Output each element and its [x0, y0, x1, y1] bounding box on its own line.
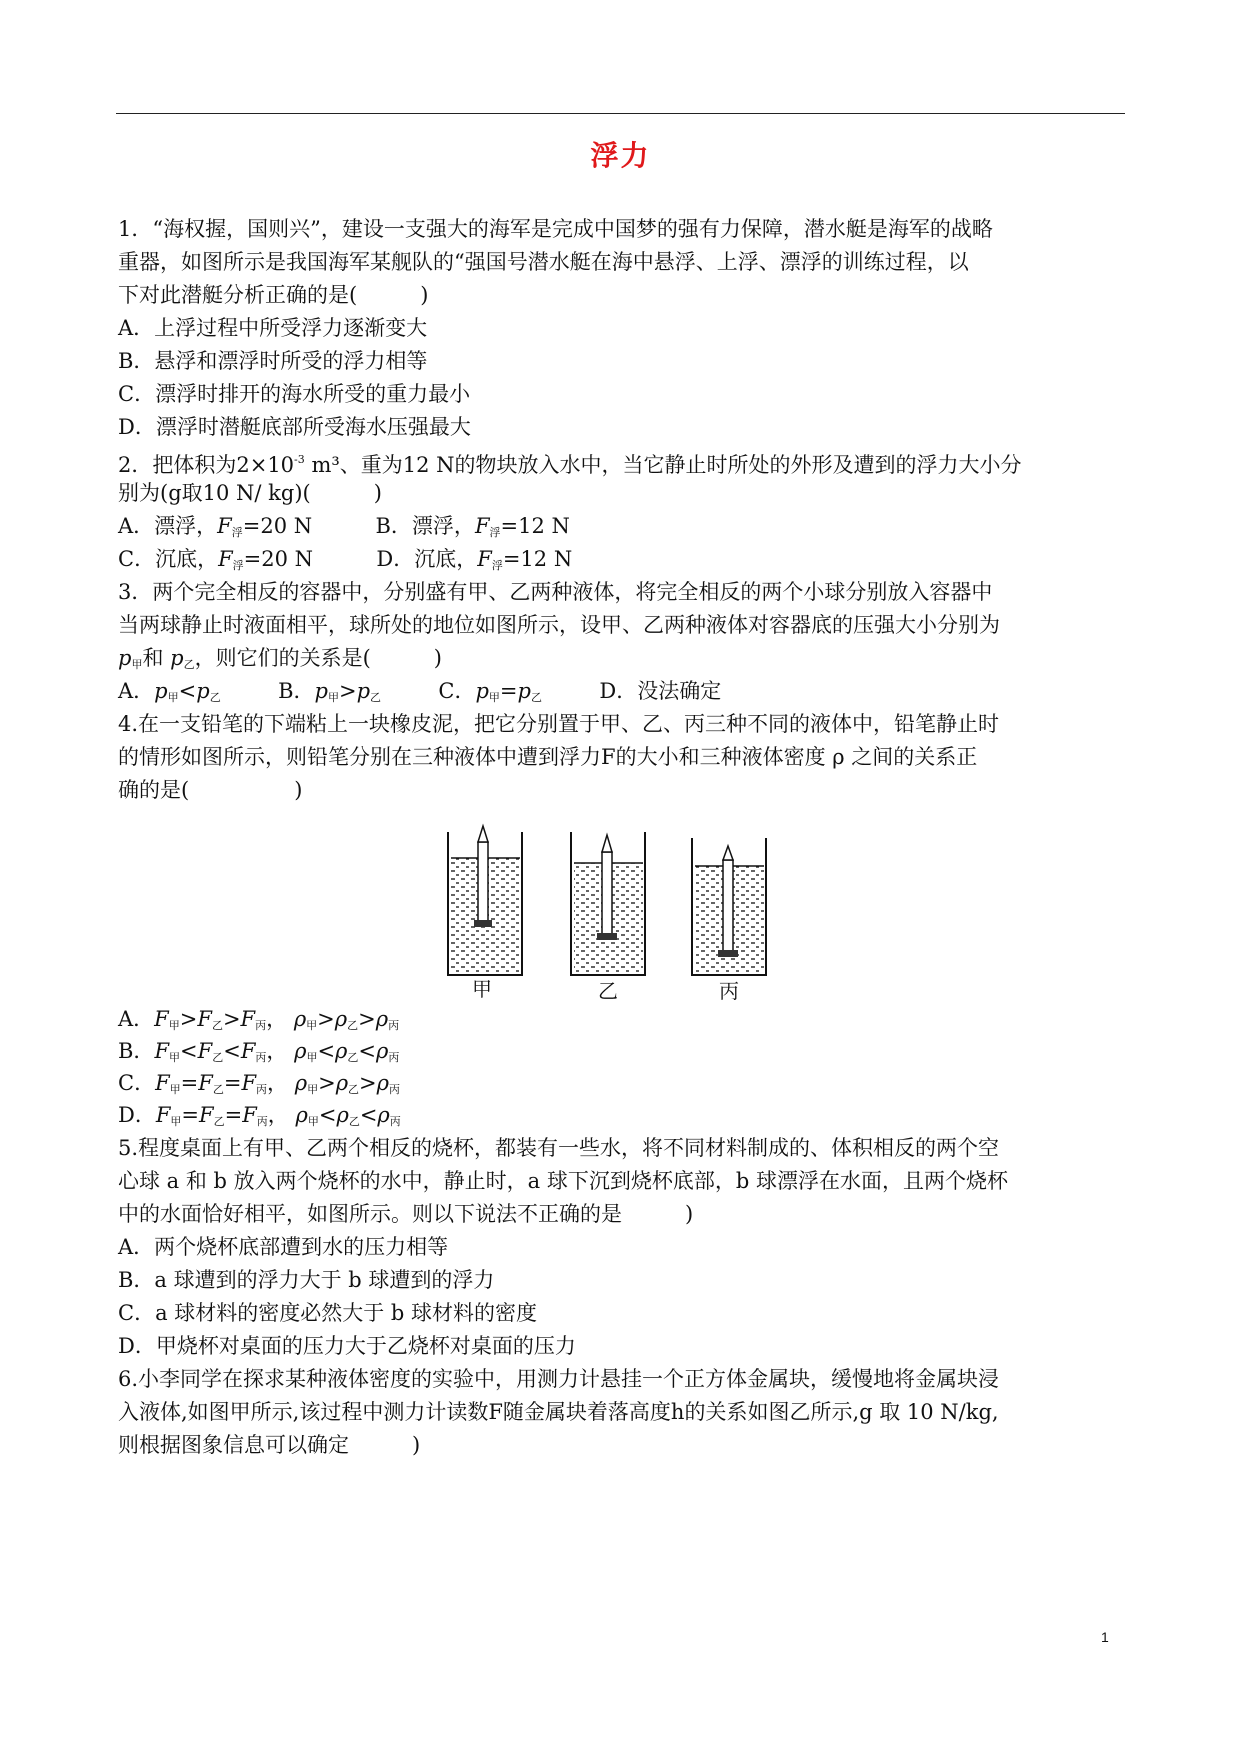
q2-line2: 别为(g取10 N/ kg)( ) — [118, 481, 382, 505]
q6-line3: 则根据图象信息可以确定 ) — [118, 1433, 421, 1457]
q3-options: A．$p_甲<p_乙$ B．$p_甲>p_乙$ C．$p_甲=p_乙$ D．没法确定 — [118, 679, 722, 704]
q1-line2: 重器，如图所示是我国海军某舰队的“强国号潜水艇在海中悬浮、上浮、漂浮的训练过程，以 — [118, 250, 969, 274]
pencil-beakers-figure — [430, 820, 810, 1000]
q1-option-b: B．悬浮和漂浮时所受的浮力相等 — [118, 349, 428, 373]
fig-label-bing: 丙 — [719, 979, 739, 1000]
q2-options-ab: A．漂浮，$F_浮=20$ N B．漂浮，$F_浮=12$ N — [118, 514, 570, 539]
fig-label-yi: 乙 — [598, 979, 618, 1000]
page-number: 1 — [1101, 1629, 1109, 1645]
q1-line3: 下对此潜艇分析正确的是( ) — [118, 283, 429, 307]
q5-line3: 中的水面恰好相平，如图所示。则以下说法不正确的是 ) — [118, 1202, 694, 1226]
q5-line1: 5.程度桌面上有甲、乙两个相反的烧杯，都装有一些水，将不同材料制成的、体积相反的两个空 — [118, 1136, 1000, 1160]
q4-option-a: A．$F_甲>F_乙>F_丙$， $\rho_甲>\rho_乙>\rho_丙$ — [118, 1007, 400, 1032]
q6-line2: 入液体,如图甲所示,该过程中测力计读数F随金属块着落高度h的关系如图乙所示,g 取 10 N/kg, — [118, 1400, 999, 1424]
q4-option-b: B．$F_甲<F_乙<F_丙$， $\rho_甲<\rho_乙<\rho_丙$ — [118, 1039, 400, 1064]
fig-label-jia: 甲 — [472, 977, 492, 1000]
q1-line1: 1．“海权握，国则兴”，建设一支强大的海军是完成中国梦的强有力保障，潜水艇是海军的战略 — [118, 217, 993, 241]
page-title: 浮力 — [590, 139, 651, 172]
q4-line2: 的情形如图所示，则铅笔分别在三种液体中遭到浮力F的大小和三种液体密度 ρ 之间的关系正 — [118, 745, 978, 769]
q3-line3: $p_甲$和 $p_乙$，则它们的关系是( ) — [118, 646, 442, 671]
q3-line2: 当两球静止时液面相平，球所处的地位如图所示，设甲、乙两种液体对容器底的压强大小分别为 — [118, 613, 1000, 637]
beaker-jia — [448, 826, 522, 975]
q4-line3: 确的是( ) — [118, 778, 303, 802]
q5-option-b: B．a 球遭到的浮力大于 b 球遭到的浮力 — [118, 1268, 495, 1292]
q1-option-c: C．漂浮时排开的海水所受的重力最小 — [118, 382, 471, 406]
q5-line2: 心球 a 和 b 放入两个烧杯的水中，静止时，a 球下沉到烧杯底部，b 球漂浮在水面，且两个烧杯 — [118, 1169, 1008, 1193]
beaker-yi — [571, 832, 645, 975]
q5-option-c: C．a 球材料的密度必然大于 b 球材料的密度 — [118, 1301, 538, 1325]
q5-option-d: D．甲烧杯对桌面的压力大于乙烧杯对桌面的压力 — [118, 1334, 576, 1358]
q2-line1: 2．把体积为$2\times 10^{-3}$ m³、重为12 N的物块放入水中，当它静止时所处的外形及遭到的浮力大小分 — [118, 453, 1022, 477]
q5-option-a: A．两个烧杯底部遭到水的压力相等 — [118, 1235, 449, 1259]
q3-line1: 3．两个完全相反的容器中，分别盛有甲、乙两种液体，将完全相反的两个小球分别放入容器中 — [118, 580, 993, 604]
q1-option-a: A．上浮过程中所受浮力逐渐变大 — [118, 316, 428, 340]
q2-options-cd: C．沉底，$F_浮=20$ N D．沉底，$F_浮=12$ N — [118, 547, 573, 572]
q4-option-d: D．$F_甲=F_乙=F_丙$， $\rho_甲<\rho_乙<\rho_丙$ — [118, 1103, 401, 1128]
q6-line1: 6.小李同学在探求某种液体密度的实验中，用测力计悬挂一个正方体金属块，缓慢地将金属块浸 — [118, 1367, 1000, 1391]
q4-option-c: C．$F_甲=F_乙=F_丙$， $\rho_甲>\rho_乙>\rho_丙$ — [118, 1071, 401, 1096]
q4-line1: 4.在一支铅笔的下端粘上一块橡皮泥，把它分别置于甲、乙、丙三种不同的液体中，铅笔静止时 — [118, 712, 1000, 736]
beaker-bing — [692, 838, 766, 975]
header-rule — [116, 113, 1125, 114]
q1-option-d: D．漂浮时潜艇底部所受海水压强最大 — [118, 415, 471, 439]
